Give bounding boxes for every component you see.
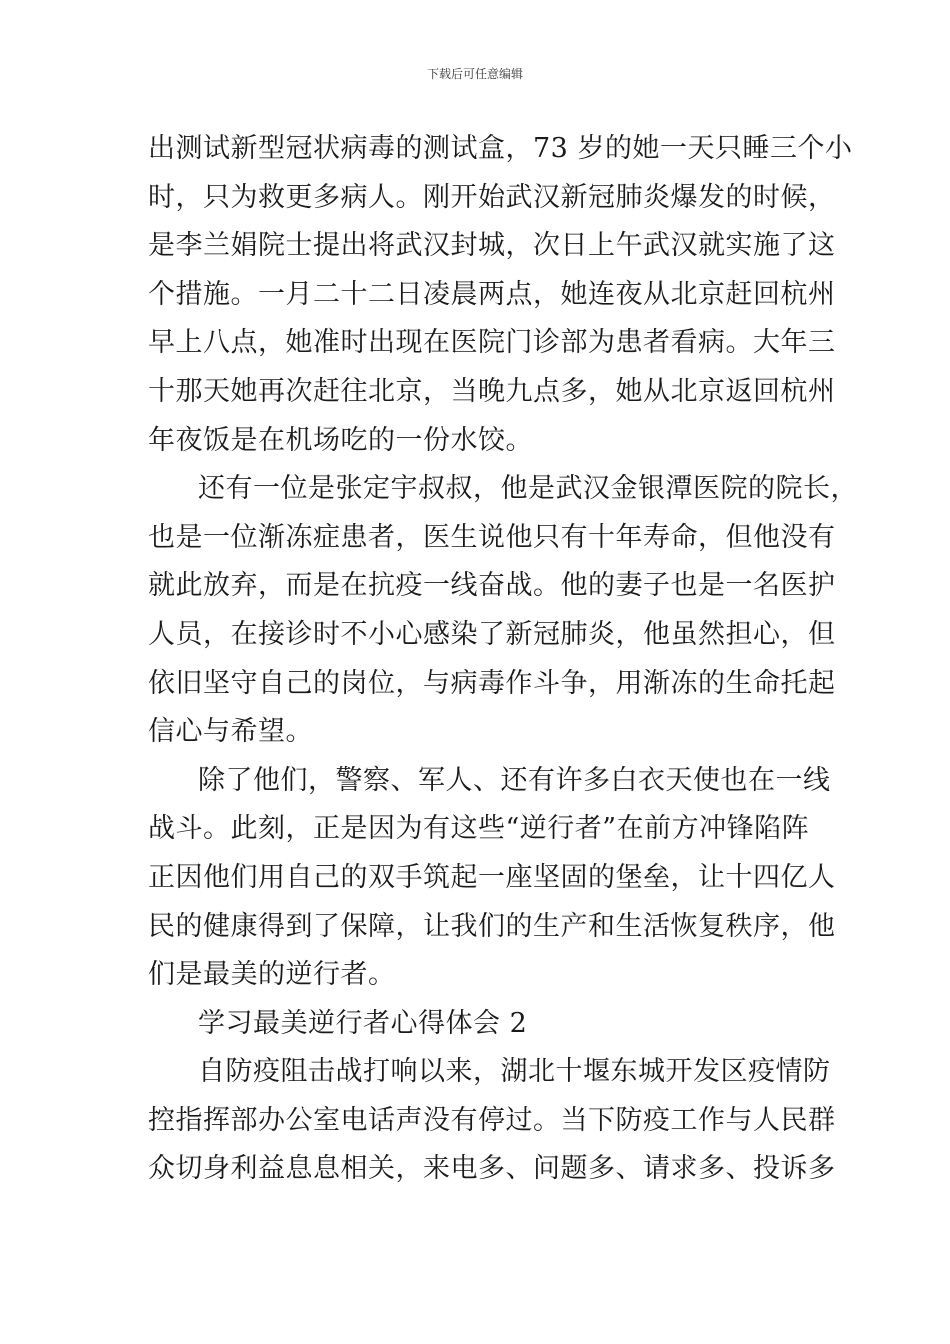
text-line: 年夜饭是在机场吃的一份水饺。 bbox=[148, 424, 533, 456]
text-line: 依旧坚守自己的岗位，与病毒作斗争，用渐冻的生命托起 bbox=[148, 667, 836, 699]
section-heading: 学习最美逆行者心得体会 2 bbox=[198, 1007, 528, 1039]
text-line: 众切身利益息息相关，来电多、问题多、请求多、投诉多 bbox=[148, 1153, 836, 1185]
text-line: 出测试新型冠状病毒的测试盒，73 岁的她一天只睡三个小 bbox=[148, 133, 853, 164]
paragraph-start-line: 自防疫阻击战打响以来，湖北十堰东城开发区疫情防 bbox=[198, 1056, 831, 1088]
text-line: 信心与希望。 bbox=[148, 716, 313, 748]
paragraph-start-line: 除了他们，警察、军人、还有许多白衣天使也在一线 bbox=[198, 764, 831, 796]
text-line: 民的健康得到了保障，让我们的生产和生活恢复秩序，他 bbox=[148, 910, 836, 942]
paragraph-start-line: 还有一位是张定宇叔叔，他是武汉金银潭医院的院长， bbox=[198, 473, 858, 505]
text-line: 就此放弃，而是在抗疫一线奋战。他的妻子也是一名医护 bbox=[148, 570, 836, 602]
text-line: 人员，在接诊时不小心感染了新冠肺炎，他虽然担心，但 bbox=[148, 618, 836, 650]
text-line: 控指挥部办公室电话声没有停过。当下防疫工作与人民群 bbox=[148, 1104, 836, 1136]
text-line: 个措施。一月二十二日凌晨两点，她连夜从北京赶回杭州 bbox=[148, 278, 836, 310]
document-body bbox=[148, 125, 858, 1194]
text-line: 们是最美的逆行者。 bbox=[148, 959, 396, 991]
text-line: 早上八点，她准时出现在医院门诊部为患者看病。大年三 bbox=[148, 327, 836, 359]
text-line: 十那天她再次赶往北京，当晚九点多，她从北京返回杭州 bbox=[148, 375, 836, 407]
text-line: 也是一位渐冻症患者，医生说他只有十年寿命，但他没有 bbox=[148, 521, 836, 553]
page-header: 下载后可任意编辑 bbox=[426, 67, 523, 81]
text-line: 战斗。此刻，正是因为有这些“逆行者”在前方冲锋陷阵 bbox=[148, 813, 810, 845]
text-line: 是李兰娟院士提出将武汉封城，次日上午武汉就实施了这 bbox=[148, 230, 836, 262]
text-line: 正因他们用自己的双手筑起一座坚固的堡垒，让十四亿人 bbox=[148, 861, 836, 893]
text-line: 时，只为救更多病人。刚开始武汉新冠肺炎爆发的时候， bbox=[148, 181, 836, 213]
